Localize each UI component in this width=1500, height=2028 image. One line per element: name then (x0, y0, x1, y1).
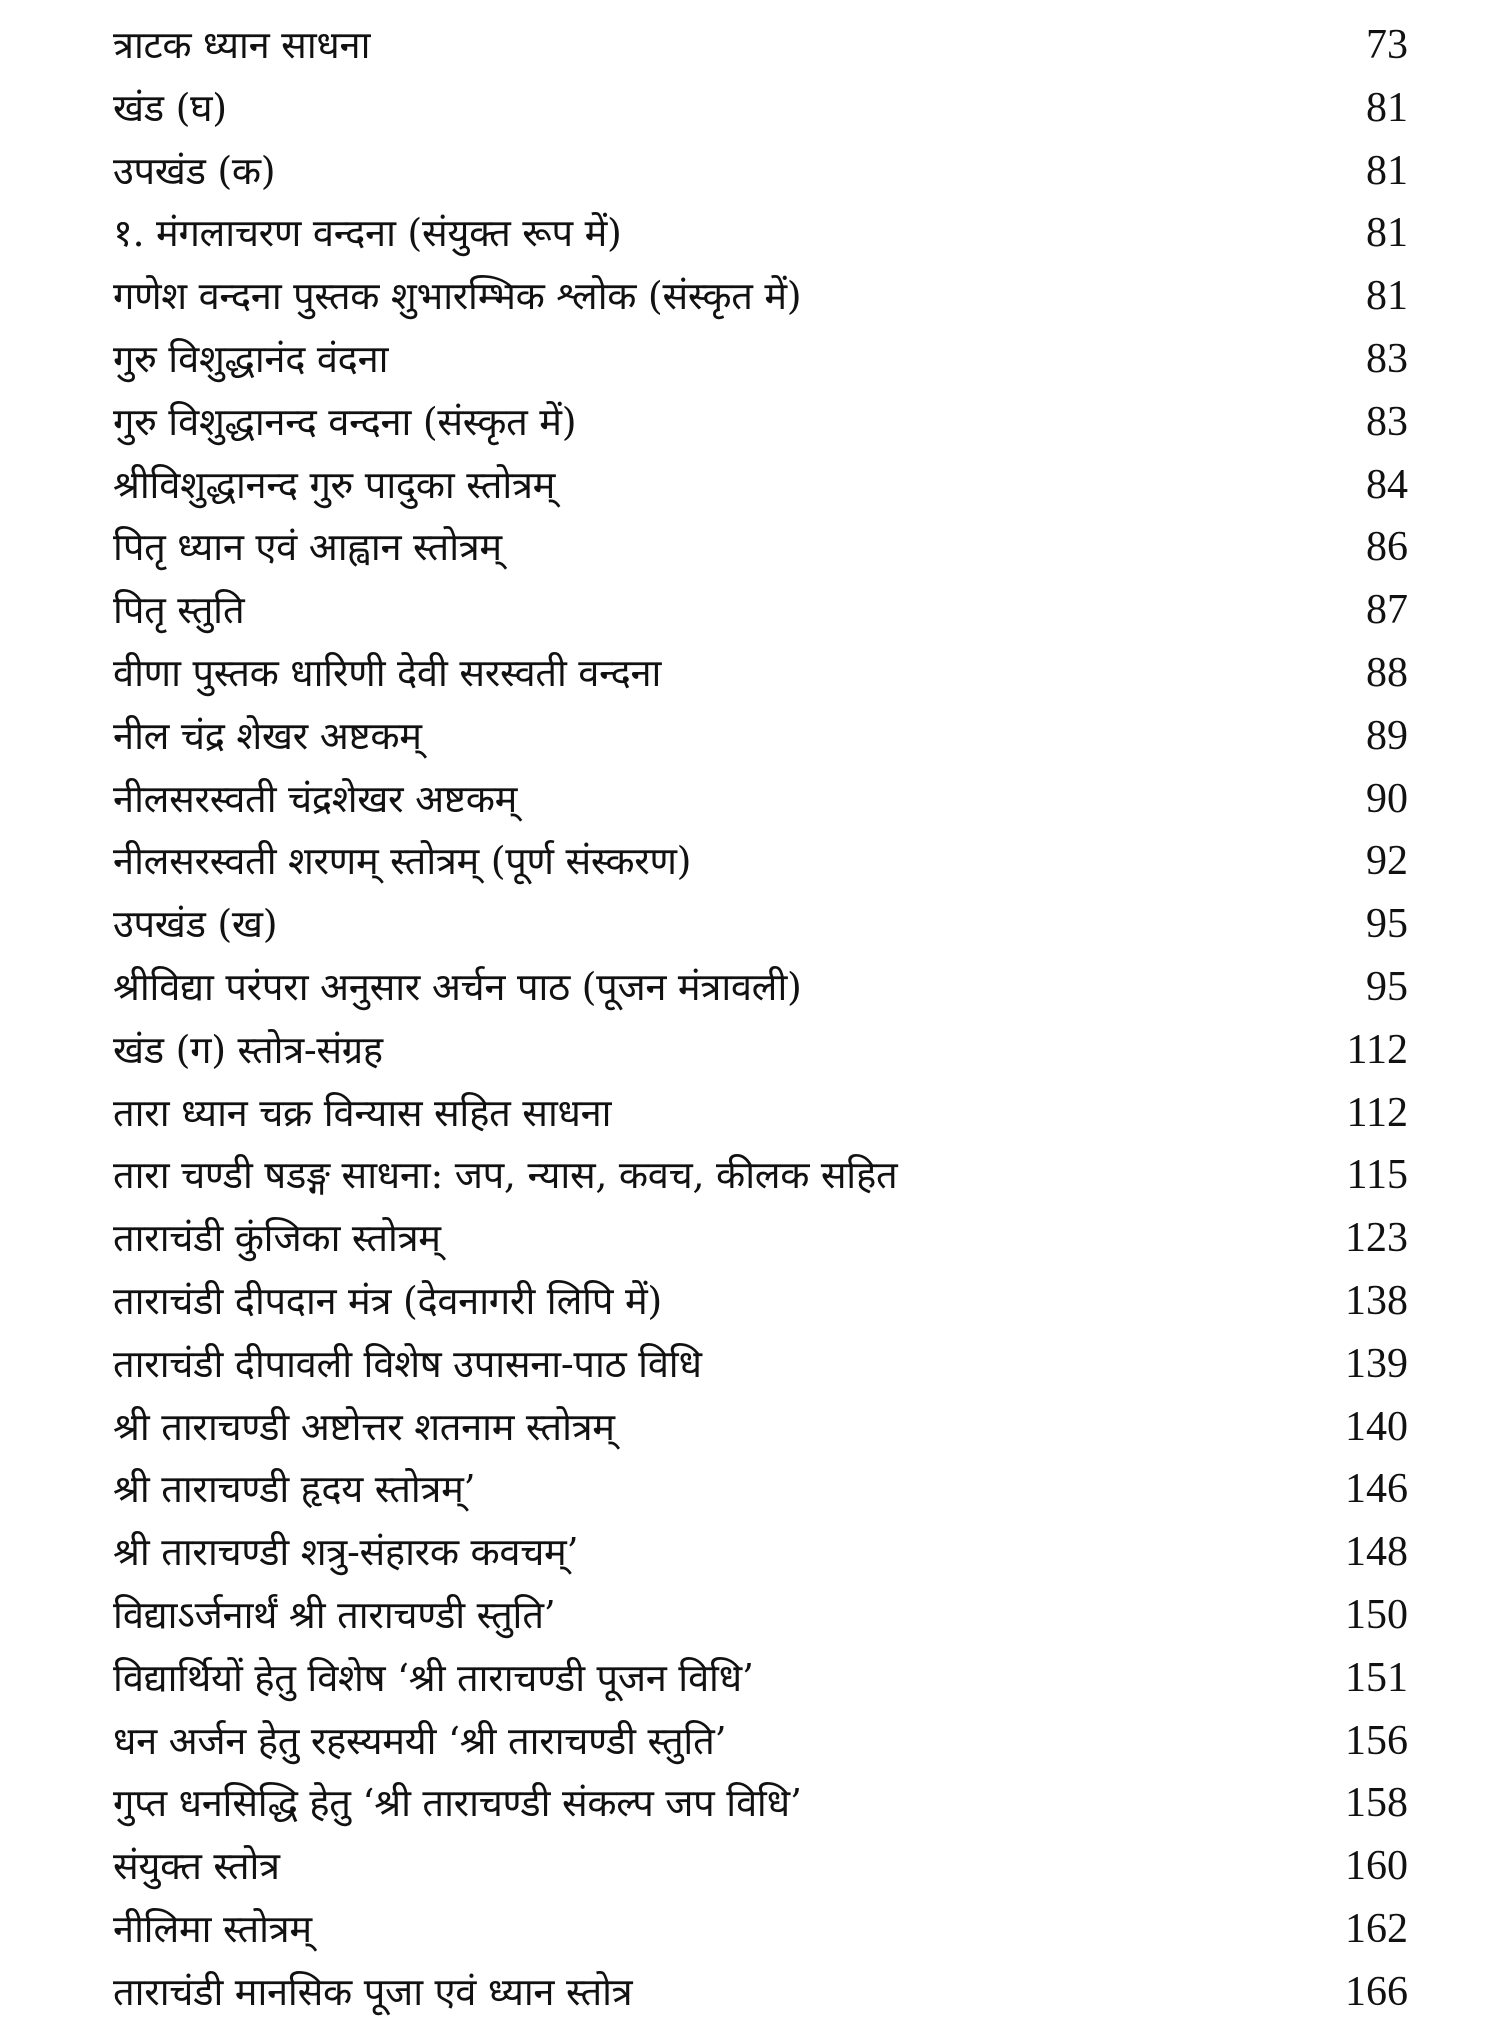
toc-entry-title: श्री ताराचण्डी अष्टोत्तर शतनाम स्तोत्रम् (113, 1404, 615, 1449)
toc-entry-title: ताराचंडी मानसिक पूजा एवं ध्यान स्तोत्र (113, 1969, 633, 2014)
toc-entry-page: 123 (1345, 1215, 1408, 1262)
toc-entry-page: 81 (1366, 273, 1408, 320)
toc-entry-title: वीणा पुस्तक धारिणी देवी सरस्वती वन्दना (113, 650, 662, 695)
toc-entry-title: ताराचंडी दीपदान मंत्र (देवनागरी लिपि में) (113, 1278, 662, 1323)
toc-entry (113, 1023, 1408, 1086)
toc-entry-title: धन अर्जन हेतु रहस्यमयी ‘श्री ताराचण्डी स्तुति’ (113, 1718, 727, 1763)
toc-entry (113, 1400, 1408, 1463)
toc-entry-title: त्राटक ध्यान साधना (113, 23, 371, 67)
toc-entry-title: संयुक्त स्तोत्र (113, 1844, 280, 1889)
toc-entry-title: पितृ ध्यान एवं आह्वान स्तोत्रम् (113, 525, 502, 570)
toc-entry-page: 81 (1366, 210, 1408, 257)
toc-entry-title: गणेश वन्दना पुस्तक शुभारम्भिक श्लोक (संस्कृत में) (113, 274, 802, 319)
toc-entry (113, 1902, 1408, 1965)
toc-entry-title: उपखंड (ख) (113, 902, 278, 947)
toc-entry-page: 160 (1345, 1843, 1408, 1890)
table-of-contents (113, 18, 1408, 2028)
toc-entry (113, 332, 1408, 395)
toc-entry-page: 166 (1345, 1968, 1408, 2015)
toc-entry-page: 83 (1366, 335, 1408, 382)
toc-entry-title: गुरु विशुद्धानंद वंदना (113, 336, 389, 381)
toc-entry (113, 144, 1408, 207)
toc-entry (113, 81, 1408, 144)
toc-entry (113, 709, 1408, 772)
toc-entry-title: श्री ताराचण्डी शत्रु-संहारक कवचम्’ (113, 1530, 579, 1575)
toc-entry (113, 960, 1408, 1023)
toc-entry-page: 84 (1366, 461, 1408, 508)
toc-entry-title: विद्यार्थियों हेतु विशेष ‘श्री ताराचण्डी पूजन विधि’ (113, 1655, 754, 1700)
toc-entry (113, 395, 1408, 458)
toc-entry-page: 81 (1366, 84, 1408, 131)
toc-entry-page: 140 (1345, 1403, 1408, 1450)
toc-entry (113, 1525, 1408, 1588)
toc-entry-page: 73 (1366, 22, 1408, 68)
toc-entry-page: 92 (1366, 838, 1408, 885)
toc-entry (113, 520, 1408, 583)
toc-entry-title: उपखंड (क) (113, 148, 276, 193)
toc-entry (113, 458, 1408, 521)
toc-entry (113, 1588, 1408, 1651)
toc-entry (113, 1965, 1408, 2028)
toc-entry (113, 834, 1408, 897)
toc-entry-page: 89 (1366, 712, 1408, 759)
toc-entry (113, 583, 1408, 646)
toc-entry-title: गुरु विशुद्धानन्द वन्दना (संस्कृत में) (113, 399, 577, 444)
toc-entry-page: 138 (1345, 1277, 1408, 1324)
toc-entry (113, 1839, 1408, 1902)
toc-entry-title: विद्याऽर्जनार्थं श्री ताराचण्डी स्तुति’ (113, 1592, 556, 1637)
toc-entry-title: ताराचंडी दीपावली विशेष उपासना-पाठ विधि (113, 1341, 702, 1386)
toc-entry (113, 1086, 1408, 1149)
toc-entry (113, 646, 1408, 709)
toc-entry-title: १. मंगलाचरण वन्दना (संयुक्त रूप में) (113, 211, 622, 256)
toc-entry (113, 772, 1408, 835)
toc-entry (113, 269, 1408, 332)
toc-entry-page: 162 (1345, 1905, 1408, 1952)
toc-entry-title: गुप्त धनसिद्धि हेतु ‘श्री ताराचण्डी संकल्प जप विधि’ (113, 1781, 802, 1826)
toc-entry-title: तारा चण्डी षडङ्ग साधना: जप, न्यास, कवच, कीलक सहित (113, 1153, 898, 1198)
toc-entry (113, 1274, 1408, 1337)
toc-entry-title: तारा ध्यान चक्र विन्यास सहित साधना (113, 1090, 612, 1135)
toc-entry-page: 95 (1366, 901, 1408, 948)
toc-entry-title: नील चंद्र शेखर अष्टकम् (113, 713, 422, 758)
toc-entry-page: 139 (1345, 1340, 1408, 1387)
toc-entry-page: 151 (1345, 1654, 1408, 1701)
toc-entry (113, 897, 1408, 960)
toc-entry (113, 206, 1408, 269)
toc-entry-page: 87 (1366, 587, 1408, 634)
toc-entry-page: 88 (1366, 649, 1408, 696)
toc-entry-page: 95 (1366, 963, 1408, 1010)
toc-entry (113, 1651, 1408, 1714)
toc-entry-page: 81 (1366, 147, 1408, 194)
toc-entry-page: 150 (1345, 1591, 1408, 1638)
toc-entry-page: 86 (1366, 524, 1408, 571)
toc-entry (113, 1211, 1408, 1274)
toc-entry-title: नीलसरस्वती चंद्रशेखर अष्टकम् (113, 776, 518, 821)
toc-entry (113, 18, 1408, 81)
toc-entry-page: 83 (1366, 398, 1408, 445)
toc-entry-title: खंड (घ) (113, 85, 227, 130)
toc-entry-page: 115 (1346, 1152, 1408, 1199)
toc-entry-title: पितृ स्तुति (113, 588, 245, 633)
toc-entry-page: 146 (1345, 1466, 1408, 1513)
toc-entry-page: 148 (1345, 1529, 1408, 1576)
toc-entry (113, 1776, 1408, 1839)
toc-entry-title: खंड (ग) स्तोत्र-संग्रह (113, 1027, 383, 1072)
toc-entry (113, 1714, 1408, 1777)
toc-entry-page: 112 (1346, 1089, 1408, 1136)
toc-entry-page: 112 (1346, 1026, 1408, 1073)
toc-entry (113, 1337, 1408, 1400)
toc-entry (113, 1148, 1408, 1211)
toc-entry-title: ताराचंडी कुंजिका स्तोत्रम् (113, 1216, 441, 1261)
toc-entry-page: 158 (1345, 1780, 1408, 1827)
toc-entry-page: 156 (1345, 1717, 1408, 1764)
toc-entry-title: श्रीविशुद्धानन्द गुरु पादुका स्तोत्रम् (113, 462, 556, 507)
toc-entry-title: श्री ताराचण्डी हृदय स्तोत्रम्’ (113, 1467, 476, 1512)
toc-entry (113, 1462, 1408, 1525)
toc-entry-title: नीलसरस्वती शरणम् स्तोत्रम् (पूर्ण संस्करण) (113, 839, 692, 884)
toc-entry-title: श्रीविद्या परंपरा अनुसार अर्चन पाठ (पूजन मंत्रावली) (113, 964, 802, 1009)
toc-entry-title: नीलिमा स्तोत्रम् (113, 1906, 312, 1951)
toc-entry-page: 90 (1366, 775, 1408, 822)
